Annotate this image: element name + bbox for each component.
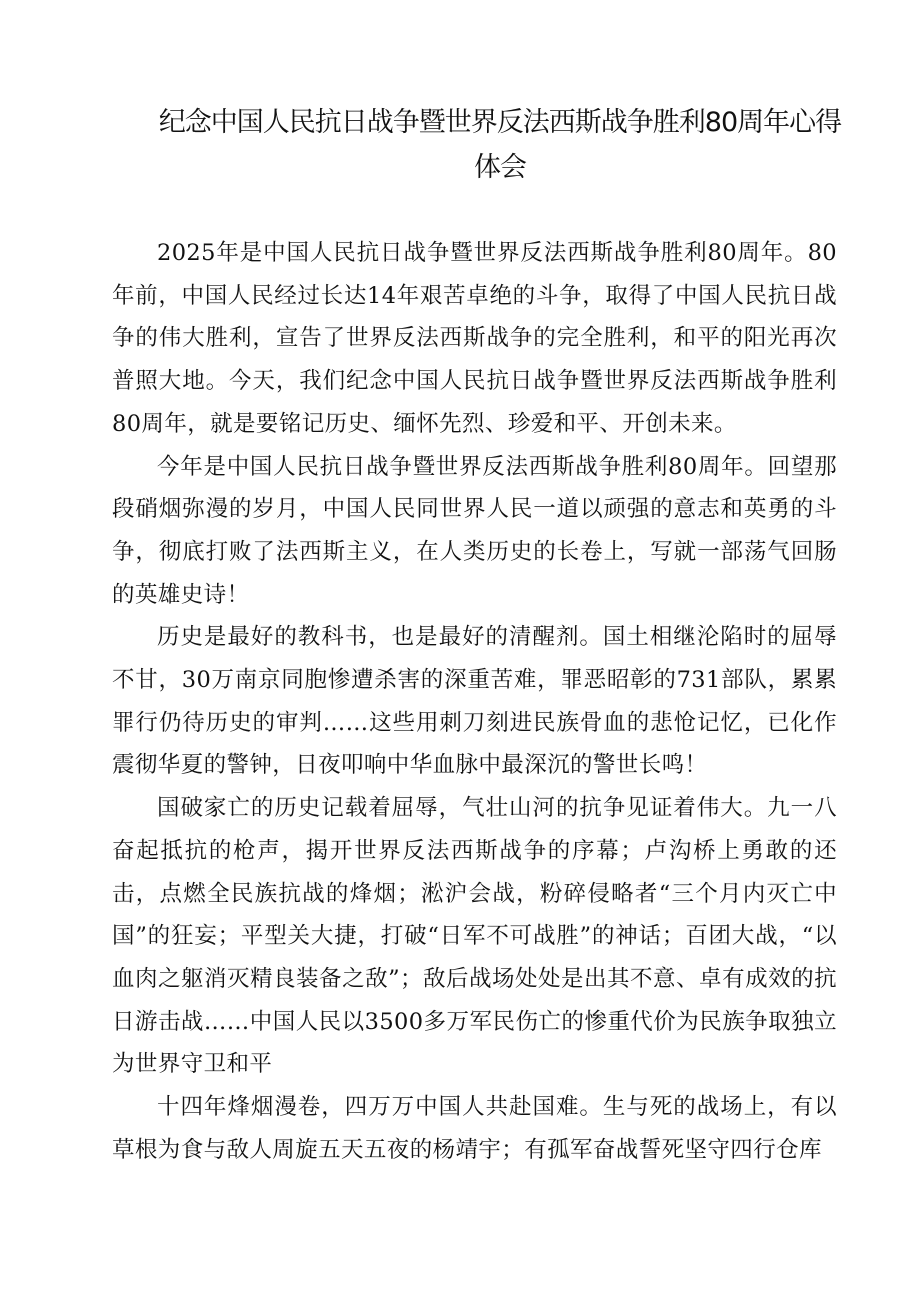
body-paragraph: 今年是中国人民抗日战争暨世界反法西斯战争胜利80周年。回望那段硝烟弥漫的岁月，中国人民同世界人民一道以顽强的意志和英勇的斗争，彻底打败了法西斯主义，在人类历史的长卷上，写就一部荡气回肠的英雄史诗！ bbox=[112, 453, 837, 608]
body-paragraph: 十四年烽烟漫卷，四万万中国人共赴国难。生与死的战场上，有以草根为食与敌人周旋五天五夜的杨靖宇；有孤军奋战誓死坚守四行仓库 bbox=[112, 1094, 837, 1163]
body-paragraph: 国破家亡的历史记载着屈辱，气壮山河的抗争见证着伟大。九一八奋起抵抗的枪声，揭开世界反法西斯战争的序幕；卢沟桥上勇敢的还击，点燃全民族抗战的烽烟；淞沪会战，粉碎侵略者“三个月内灭亡中国”的狂妄；平型关大捷，打破“日军不可战胜”的神话；百团大战，“以血肉之躯消灭精良装备之敌”；敌后战场处处是出其不意、卓有成效的抗日游击战……中国人民以3500多万军民伤亡的惨重代价为民族争取独立为世界守卫和平 bbox=[112, 795, 837, 1078]
document-body bbox=[112, 232, 837, 1171]
body-paragraph: 历史是最好的教科书，也是最好的清醒剂。国土相继沦陷时的屈辱不甘，30万南京同胞惨遭杀害的深重苦难，罪恶昭彰的731部队，累累罪行仍待历史的审判……这些用刺刀刻进民族骨血的悲怆记忆，已化作震彻华夏的警钟，日夜叩响中华血脉中最深沉的警世长鸣！ bbox=[112, 624, 837, 779]
document-title: 纪念中国人民抗日战争暨世界反法西斯战争胜利80周年心得体会 bbox=[158, 107, 842, 183]
body-paragraph: 2025年是中国人民抗日战争暨世界反法西斯战争胜利80周年。80年前，中国人民经过长达14年艰苦卓绝的斗争，取得了中国人民抗日战争的伟大胜利，宣告了世界反法西斯战争的完全胜利，和平的阳光再次普照大地。今天，我们纪念中国人民抗日战争暨世界反法西斯战争胜利80周年，就是要铭记历史、缅怀先烈、珍爱和平、开创未来。 bbox=[112, 240, 837, 437]
